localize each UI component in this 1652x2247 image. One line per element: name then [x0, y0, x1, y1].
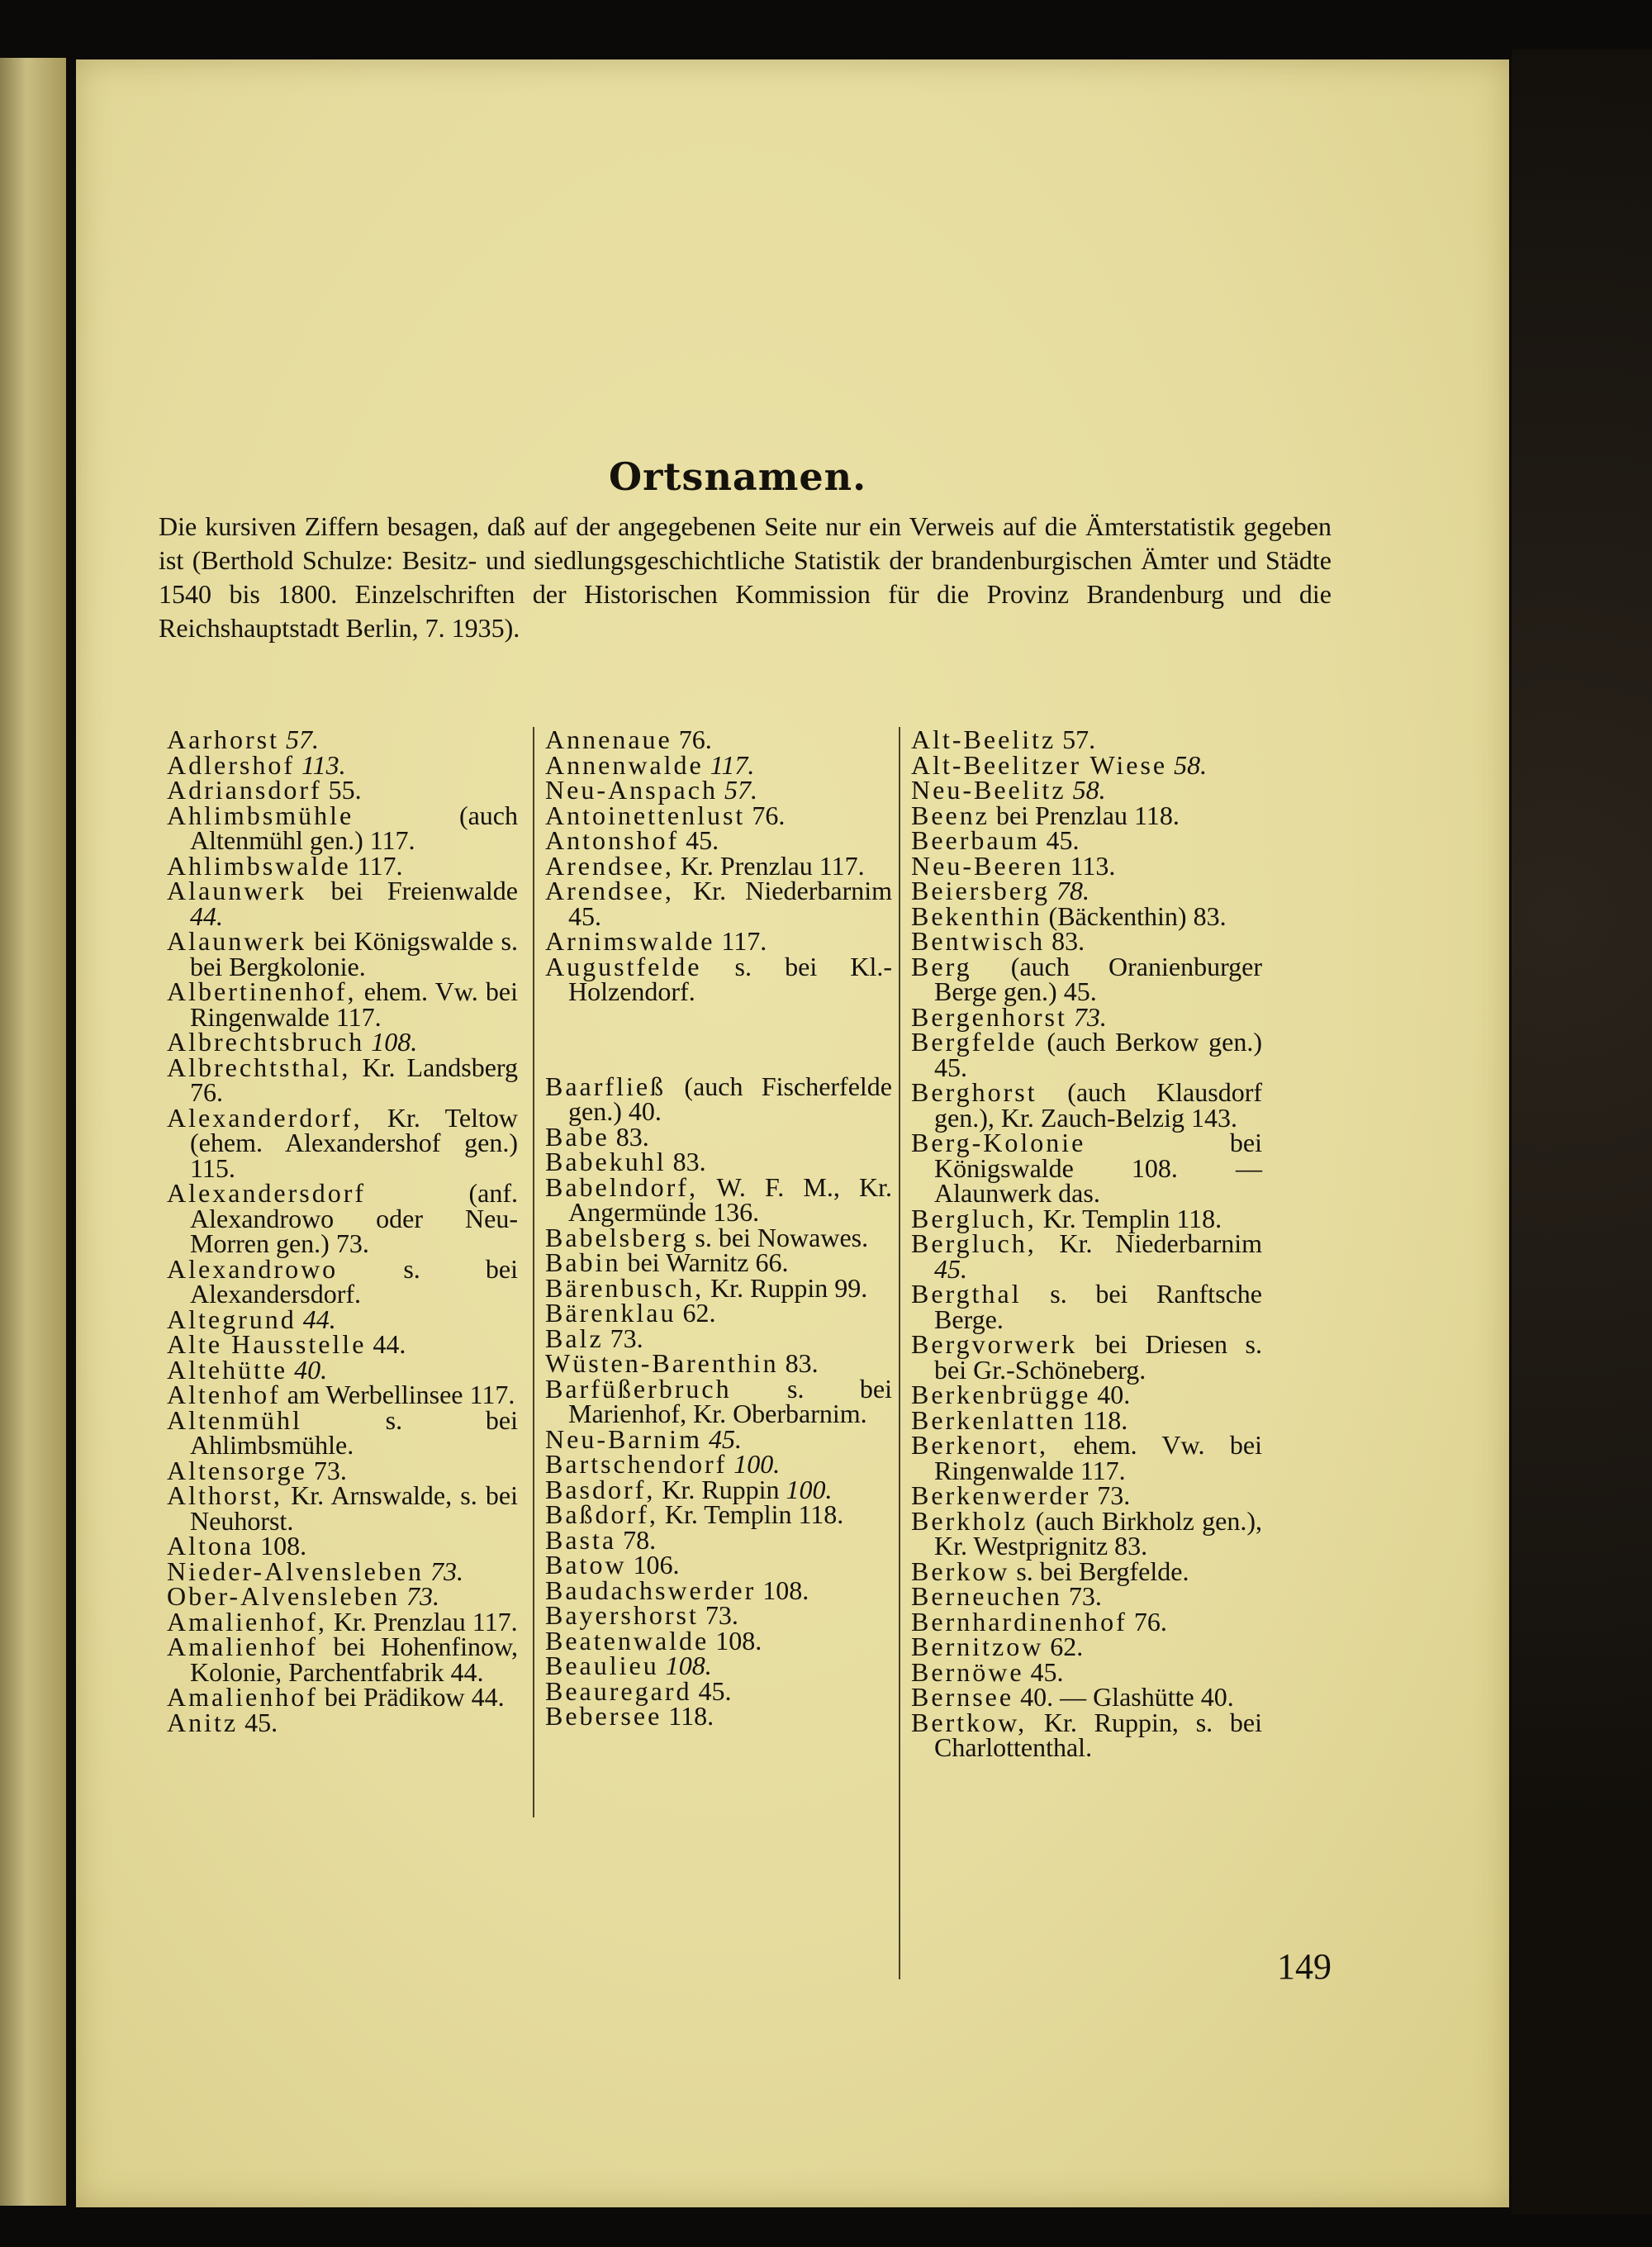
index-entry	[167, 1632, 519, 1687]
place-name: Altona	[167, 1531, 254, 1561]
index-entry	[545, 1625, 892, 1656]
entry-detail: 117.	[357, 850, 403, 881]
index-entry	[545, 1300, 892, 1326]
entry-detail: 45.	[1046, 825, 1080, 855]
place-name: Basdorf,	[545, 1474, 656, 1504]
place-name: Bayershorst	[545, 1600, 699, 1630]
entry-detail: bei Hohenfinow, Kolonie, Parchentfabrik 44.	[190, 1632, 519, 1687]
entry-detail: s. bei Ranftsche Berge.	[934, 1279, 1263, 1334]
place-name: Babelsberg	[545, 1222, 689, 1252]
entry-detail: 45.	[1030, 1656, 1064, 1687]
index-entry	[167, 777, 518, 803]
entry-detail: bei Driesen s. bei Gr.-Schöneberg.	[934, 1329, 1262, 1385]
page-reference: 108.	[371, 1027, 418, 1057]
index-entry	[911, 825, 1262, 855]
index-entry	[167, 926, 518, 981]
intro-paragraph: Die kursiven Ziffern besagen, daß auf der angegebenen Seite nur ein Verweis auf die Ämterstatistik gegeben ist (Berthold Schulze: Besitz- und siedlungsgeschichtliche Statistik der brandenburgischen Ämter und Städte 1540 bis 1800. Einzelschriften der Historischen Kommission für die Provinz Brandenburg und die Reichshauptstadt Berlin, 7. 1935).	[159, 511, 1332, 643]
place-name: Ober-Alvensleben	[167, 1581, 400, 1611]
page-reference: 108.	[665, 1651, 712, 1680]
place-name: Berkenort,	[911, 1430, 1048, 1460]
entry-detail: ehem. Vw. bei Ringenwalde 117.	[190, 976, 519, 1032]
entry-detail: 76.	[752, 800, 786, 830]
place-name: Neu-Barnim	[545, 1423, 702, 1454]
entry-detail: Kr. Templin 118.	[1042, 1203, 1222, 1233]
entry-detail: 108.	[715, 1625, 762, 1656]
index-entry	[911, 951, 1262, 1006]
page-reference: 44.	[302, 1304, 336, 1334]
entry-detail: 118.	[1082, 1404, 1128, 1435]
place-name: Balz	[545, 1323, 604, 1353]
entry-detail: 73.	[313, 1455, 347, 1485]
place-name: Baarfließ	[545, 1071, 667, 1101]
index-entry	[167, 1556, 518, 1586]
page-heading: Ortsnamen.	[609, 454, 867, 499]
page-reference: 44.	[190, 900, 223, 931]
entry-detail: (anf. Alexandrowo oder Neu-Morren gen.) 73.	[190, 1178, 518, 1258]
index-entry	[167, 850, 518, 881]
place-name: Albrechtsthal,	[167, 1052, 351, 1082]
place-name: Ahlimbswalde	[167, 850, 351, 881]
page-reference: 45.	[708, 1423, 742, 1454]
index-entry	[167, 1606, 518, 1637]
place-name: Bergluch,	[911, 1203, 1037, 1233]
page-reference: 57.	[724, 775, 757, 805]
place-name: Berkow	[911, 1556, 1010, 1586]
index-entry	[911, 1281, 1262, 1332]
place-name: Alexandersdorf	[167, 1178, 367, 1208]
place-name: Arnimswalde	[545, 926, 715, 956]
index-entry	[545, 1575, 892, 1605]
page-reference: 58.	[1174, 749, 1208, 780]
index-entry	[167, 1480, 519, 1536]
index-entry	[167, 800, 518, 855]
entry-detail: 108.	[762, 1575, 809, 1605]
index-entry	[167, 1029, 518, 1055]
page-number: 149	[1277, 1946, 1332, 1987]
index-entry	[167, 1533, 518, 1559]
entry-detail: Kr. Prenzlau 117.	[680, 850, 865, 881]
place-name: Bergluch,	[911, 1228, 1037, 1258]
index-entry	[911, 777, 1262, 803]
place-name: Neu-Beeren	[911, 850, 1064, 881]
entry-detail: bei Prädikow 44.	[324, 1682, 505, 1712]
entry-detail: Kr. Ruppin 99.	[710, 1272, 868, 1303]
entry-detail: 45.	[244, 1707, 278, 1737]
place-name: Amalienhof,	[167, 1606, 327, 1637]
page-reference: 40.	[294, 1354, 328, 1385]
index-entry	[545, 1323, 892, 1353]
place-name: Baßdorf,	[545, 1499, 658, 1529]
index-entry	[911, 926, 1262, 956]
entry-detail: bei Warnitz 66.	[627, 1247, 789, 1277]
book-page	[76, 59, 1509, 2207]
place-name: Albertinenhof,	[167, 976, 357, 1006]
index-column-3	[911, 724, 1263, 1762]
page-reference: 117.	[710, 749, 755, 780]
place-name: Neu-Anspach	[545, 775, 718, 805]
place-name: Alexanderdorf,	[167, 1102, 363, 1133]
place-name: Bernitzow	[911, 1632, 1044, 1661]
entry-detail: Kr. Ruppin, s. bei Charlottenthal.	[934, 1707, 1263, 1762]
entry-detail: (Bäckenthin) 83.	[1048, 900, 1227, 931]
index-entry	[911, 1404, 1262, 1435]
entry-detail: 62.	[1050, 1632, 1084, 1661]
place-name: Beiersberg	[911, 876, 1051, 905]
index-entry	[545, 1348, 892, 1378]
place-name: Bärenbusch,	[545, 1272, 705, 1303]
index-entry	[545, 1247, 892, 1277]
index-entry	[911, 749, 1262, 780]
place-name: Berg	[911, 951, 972, 981]
index-entry	[911, 900, 1262, 931]
index-entry	[911, 1382, 1262, 1408]
index-entry	[167, 1581, 518, 1611]
place-name: Bergvorwerk	[911, 1329, 1078, 1359]
place-name: Antonshof	[545, 825, 680, 855]
place-name: Amalienhof	[167, 1632, 318, 1661]
entry-detail: 45.	[686, 825, 719, 855]
entry-detail: 78.	[623, 1524, 657, 1555]
index-entry	[911, 1581, 1262, 1611]
index-entry	[545, 951, 893, 1006]
index-entry	[911, 1228, 1263, 1284]
place-name: Babelndorf,	[545, 1171, 698, 1202]
entry-detail: (auch Birkholz gen.), Kr. Westprignitz 83.	[934, 1505, 1262, 1561]
place-name: Bartschendorf	[545, 1449, 728, 1479]
index-entry	[545, 1171, 893, 1227]
place-name: Bernöwe	[911, 1656, 1024, 1687]
place-name: Bekenthin	[911, 900, 1042, 931]
entry-detail: 62.	[682, 1298, 716, 1328]
entry-detail: 73.	[1097, 1480, 1131, 1510]
entry-detail: Kr. Prenzlau 117.	[333, 1606, 518, 1637]
place-name: Alaunwerk	[167, 926, 307, 956]
index-entry	[545, 1149, 892, 1175]
place-name: Bernhardinenhof	[911, 1606, 1127, 1637]
place-name: Albrechtsbruch	[167, 1027, 365, 1057]
place-name: Beauregard	[545, 1675, 692, 1706]
index-entry	[911, 1029, 1262, 1080]
place-name: Bernsee	[911, 1682, 1014, 1712]
page-reference: 73.	[430, 1556, 464, 1586]
place-name: Berkenwerder	[911, 1480, 1091, 1510]
index-entry	[911, 1684, 1262, 1710]
index-entry	[545, 777, 892, 803]
index-entry	[545, 1423, 892, 1454]
entry-detail: 108.	[260, 1531, 307, 1561]
page-reference: 57.	[285, 724, 319, 754]
index-entry	[167, 1684, 518, 1710]
entry-detail: (auch Fischerfelde gen.) 40.	[568, 1071, 893, 1126]
index-entry	[545, 1451, 892, 1477]
place-name: Babin	[545, 1247, 621, 1277]
entry-detail: (auch Oranienburger Berge gen.) 45.	[934, 951, 1262, 1006]
entry-detail: bei Königswalde s. bei Bergkolonie.	[190, 926, 518, 981]
entry-detail: (auch Klausdorf gen.), Kr. Zauch-Belzig 143.	[934, 1077, 1262, 1133]
place-name: Wüsten-Barenthin	[545, 1348, 779, 1378]
entry-detail: Kr. Arnswalde, s. bei Neuhorst.	[190, 1480, 519, 1536]
place-name: Bergthal	[911, 1279, 1022, 1309]
entry-detail: 83.	[1051, 926, 1085, 956]
index-entry	[911, 1556, 1262, 1586]
index-entry	[545, 850, 892, 881]
place-name: Berkenbrügge	[911, 1380, 1091, 1409]
place-name: Altensorge	[167, 1455, 307, 1485]
entry-detail: 113.	[1070, 850, 1116, 881]
place-name: Babe	[545, 1121, 610, 1152]
column-divider-2	[899, 727, 900, 1979]
place-name: Berkholz	[911, 1505, 1028, 1536]
place-name: Alt-Beelitzer Wiese	[911, 749, 1168, 780]
entry-detail: 83.	[785, 1348, 819, 1378]
entry-detail: s. bei Ahlimbsmühle.	[190, 1404, 519, 1460]
index-entry	[911, 850, 1262, 881]
place-name: Berneuchen	[911, 1581, 1062, 1611]
place-name: Altehütte	[167, 1354, 288, 1385]
index-entry	[911, 878, 1262, 904]
place-name: Batow	[545, 1550, 627, 1580]
index-entry	[167, 1304, 518, 1334]
index-entry	[167, 1455, 518, 1485]
entry-detail: 44.	[373, 1329, 406, 1359]
entry-detail: 76.	[1133, 1606, 1167, 1637]
index-entry	[545, 825, 892, 855]
entry-detail: s. bei Marienhof, Kr. Oberbarnim.	[568, 1373, 892, 1428]
index-entry	[911, 1432, 1262, 1483]
page-reference: 58.	[1072, 775, 1106, 805]
entry-detail: 117.	[721, 926, 767, 956]
index-entry	[545, 1600, 892, 1630]
index-entry	[167, 976, 519, 1032]
place-name: Beaulieu	[545, 1651, 659, 1680]
index-entry	[911, 1505, 1262, 1561]
index-entry	[167, 1052, 518, 1107]
place-name: Berkenlatten	[911, 1404, 1076, 1435]
entry-detail: 83.	[672, 1147, 706, 1176]
index-entry	[167, 1102, 518, 1183]
entry-detail: 83.	[615, 1121, 649, 1152]
entry-detail: bei Freienwalde	[330, 876, 519, 905]
entry-detail: Kr. Niederbarnim	[1059, 1228, 1263, 1258]
entry-detail: 73.	[1068, 1581, 1102, 1611]
entry-detail: s. bei Kl.-Holzendorf.	[568, 951, 893, 1006]
place-name: Baudachswerder	[545, 1575, 757, 1605]
place-name: Bärenklau	[545, 1298, 676, 1328]
index-entry	[545, 1703, 892, 1729]
index-entry	[911, 1329, 1262, 1385]
index-entry	[545, 1071, 893, 1126]
index-entry	[911, 1634, 1262, 1660]
index-entry	[167, 878, 518, 929]
index-entry	[545, 1474, 892, 1504]
place-name: Althorst,	[167, 1480, 282, 1510]
place-name: Arendsee,	[545, 876, 674, 905]
index-entry	[545, 1222, 892, 1252]
entry-detail: 57.	[1062, 724, 1096, 754]
left-page-edge	[0, 58, 66, 2206]
entry-detail: Kr. Templin 118.	[664, 1499, 844, 1529]
index-entry	[545, 1675, 892, 1706]
entry-detail: am Werbellinsee 117.	[287, 1380, 515, 1409]
entry-detail: 40.	[1097, 1380, 1131, 1409]
place-name: Altenhof	[167, 1380, 281, 1409]
entry-detail: W. F. M., Kr. Angermünde 136.	[568, 1171, 893, 1227]
index-entry	[545, 1552, 892, 1578]
index-entry	[167, 1404, 519, 1460]
index-entry	[911, 1480, 1262, 1510]
index-entry	[911, 1077, 1262, 1133]
place-name: Bergfelde	[911, 1027, 1037, 1057]
entry-detail: s. bei Nowawes.	[695, 1222, 869, 1252]
index-entry	[545, 1499, 892, 1529]
place-name: Alte Hausstelle	[167, 1329, 367, 1359]
entry-detail: s. bei Alexandersdorf.	[190, 1253, 518, 1309]
index-entry	[911, 1707, 1263, 1762]
place-name: Bertkow,	[911, 1707, 1028, 1737]
index-entry	[167, 724, 518, 754]
page-reference: 100.	[786, 1474, 833, 1504]
index-entry	[545, 1373, 892, 1428]
index-column-1	[167, 724, 519, 1737]
place-name: Annenaue	[545, 724, 672, 754]
index-entry	[545, 878, 892, 929]
page-reference: 73.	[406, 1581, 439, 1611]
place-name: Alt-Beelitz	[911, 724, 1056, 754]
section-gap	[545, 1005, 892, 1074]
place-name: Antoinettenlust	[545, 800, 746, 830]
place-name: Bergenhorst	[911, 1001, 1067, 1032]
place-name: Anitz	[167, 1707, 239, 1737]
place-name: Bentwisch	[911, 926, 1046, 956]
place-name: Nieder-Alvensleben	[167, 1556, 425, 1586]
place-name: Altenmühl	[167, 1404, 302, 1435]
column-divider-1	[533, 727, 534, 1817]
entry-detail: bei Königswalde 108. — Alaunwerk das.	[934, 1128, 1262, 1208]
entry-detail: s. bei Bergfelde.	[1016, 1556, 1189, 1586]
entry-detail: Kr. Ruppin	[662, 1474, 780, 1504]
place-name: Babekuhl	[545, 1147, 667, 1176]
place-name: Adlershof	[167, 749, 295, 780]
entry-detail: 45.	[698, 1675, 732, 1706]
place-name: Adriansdorf	[167, 775, 322, 805]
entry-detail: 40. — Glashütte 40.	[1020, 1682, 1234, 1712]
entry-detail: bei Prenzlau 118.	[995, 800, 1180, 830]
entry-detail: ehem. Vw. bei Ringenwalde 117.	[934, 1430, 1263, 1485]
page-reference: 78.	[1056, 876, 1090, 905]
book-cover-edge	[1512, 50, 1652, 2214]
place-name: Amalienhof	[167, 1682, 318, 1712]
index-entry	[911, 1001, 1262, 1032]
place-name: Berg-Kolonie	[911, 1128, 1086, 1157]
entry-detail: Kr. Niederbarnim 45.	[568, 876, 892, 931]
place-name: Beenz	[911, 800, 990, 830]
index-entry	[545, 1653, 892, 1679]
index-entry	[911, 1606, 1262, 1637]
entry-detail: 76.	[678, 724, 712, 754]
page-reference: 73.	[1073, 1001, 1107, 1032]
entry-detail: 55.	[328, 775, 362, 805]
index-entry	[911, 800, 1262, 830]
index-entry	[911, 1130, 1262, 1206]
index-entry	[911, 724, 1262, 754]
place-name: Beatenwalde	[545, 1625, 710, 1656]
place-name: Aarhorst	[167, 724, 279, 754]
entry-detail: (auch Altenmühl gen.) 117.	[190, 800, 518, 855]
index-entry	[545, 926, 892, 956]
index-entry	[167, 1178, 518, 1258]
index-entry	[167, 1382, 518, 1408]
place-name: Ahlimbsmühle	[167, 800, 354, 830]
place-name: Basta	[545, 1524, 617, 1555]
place-name: Annenwalde	[545, 749, 704, 780]
place-name: Neu-Beelitz	[911, 775, 1066, 805]
entry-detail: Kr. Landsberg 76.	[190, 1052, 518, 1107]
entry-detail: Kr. Teltow (ehem. Alexandershof gen.) 115.	[190, 1102, 518, 1183]
index-entry	[911, 1656, 1262, 1687]
entry-detail: 73.	[705, 1600, 738, 1630]
index-entry	[167, 1329, 518, 1359]
index-entry	[167, 1707, 518, 1737]
place-name: Alaunwerk	[167, 876, 307, 905]
index-entry	[911, 1203, 1262, 1233]
page-reference: 45.	[934, 1253, 967, 1284]
entry-detail: 118.	[668, 1701, 714, 1731]
entry-detail: 73.	[610, 1323, 643, 1353]
place-name: Bebersee	[545, 1701, 662, 1731]
place-name: Arendsee,	[545, 850, 674, 881]
index-entry	[545, 800, 892, 830]
place-name: Beerbaum	[911, 825, 1040, 855]
index-entry	[545, 749, 892, 780]
place-name: Altegrund	[167, 1304, 297, 1334]
place-name: Alexandrowo	[167, 1253, 339, 1284]
index-entry	[167, 1253, 518, 1309]
page-reference: 100.	[733, 1449, 781, 1479]
index-entry	[545, 1524, 892, 1555]
index-entry	[545, 724, 892, 754]
index-entry	[545, 1272, 892, 1303]
index-entry	[167, 1354, 518, 1385]
index-entry	[545, 1121, 892, 1152]
place-name: Barfüßerbruch	[545, 1373, 732, 1404]
page-reference: 113.	[301, 749, 346, 780]
index-column-2	[545, 724, 893, 1731]
index-entry	[167, 749, 518, 780]
place-name: Augustfelde	[545, 951, 702, 981]
entry-detail: 106.	[633, 1550, 680, 1580]
place-name: Berghorst	[911, 1077, 1037, 1107]
entry-detail: (auch Berkow gen.) 45.	[934, 1027, 1263, 1082]
